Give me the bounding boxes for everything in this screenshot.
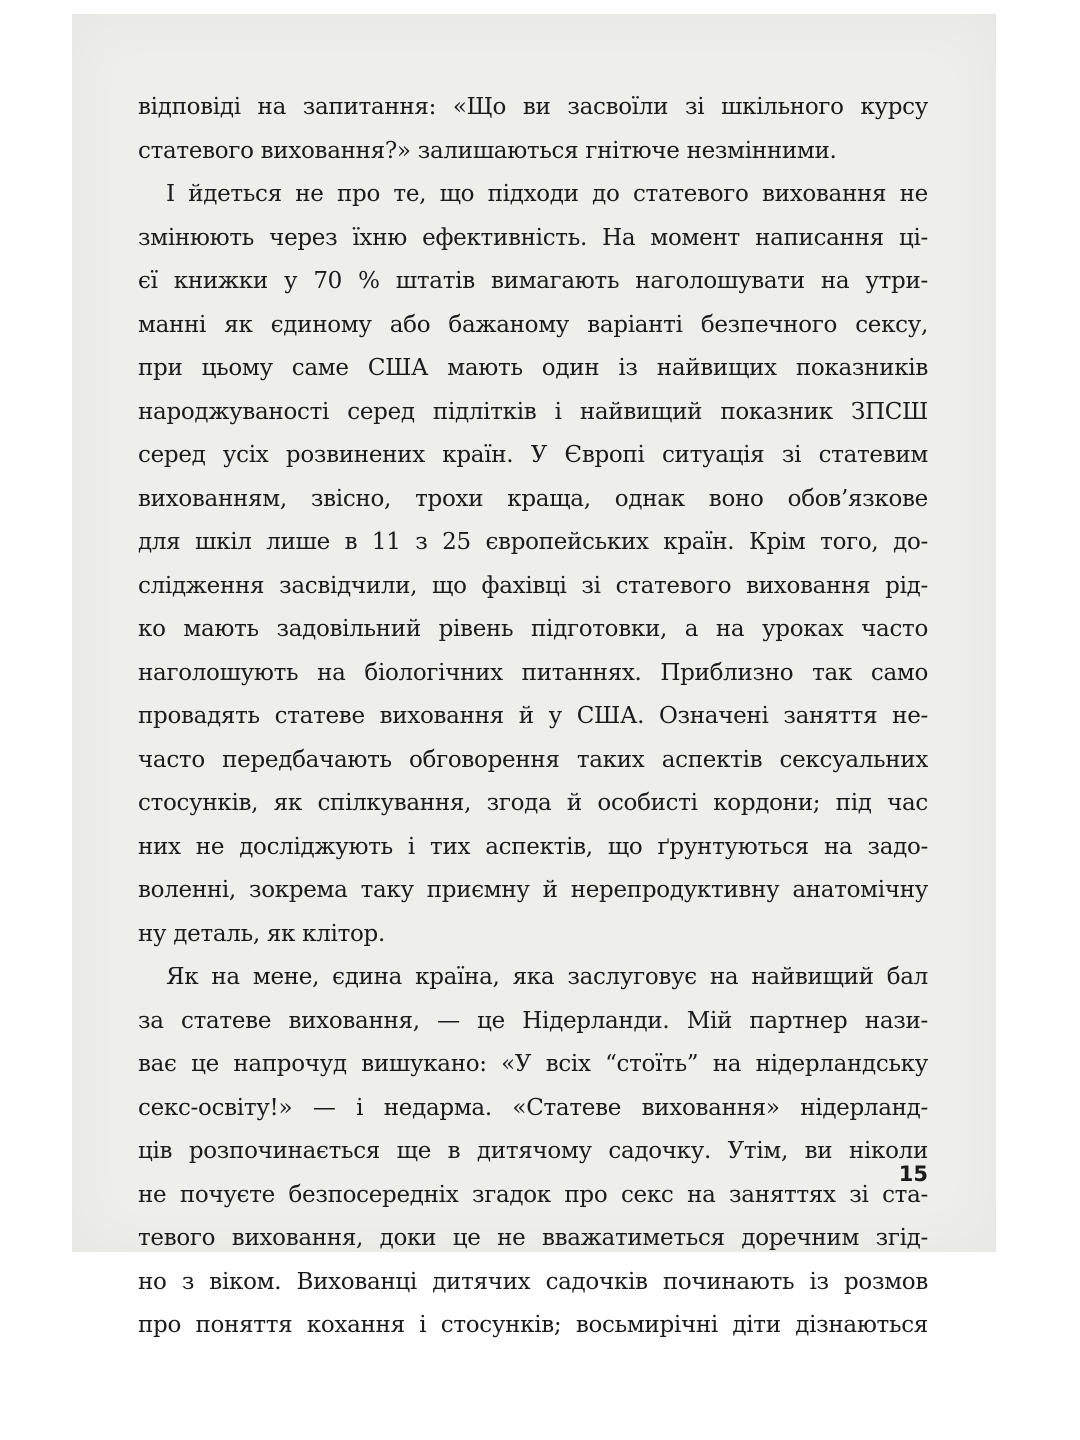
text-line: слідження засвідчили, що фахівці зі статевого виховання рід-: [138, 572, 928, 599]
text-line: для шкіл лише в 11 з 25 європейських країн. Крім того, до-: [138, 529, 928, 555]
text-line: не почуєте безпосередніх згадок про секс на заняттях зі ста-: [138, 1181, 928, 1208]
body-text: [138, 86, 928, 1348]
text-line: ко мають задовільний рівень підготовки, а на уроках часто: [138, 616, 928, 642]
text-line: ців розпочинається ще в дитячому садочку. Утім, ви ніколи: [138, 1138, 928, 1164]
text-line: при цьому саме США мають один із найвищих показників: [138, 355, 928, 381]
text-line: наголошують на біологічних питаннях. Приблизно так само: [138, 659, 928, 686]
text-line: змінюють через їхню ефективність. На момент написання ці-: [138, 224, 928, 251]
text-line: них не досліджують і тих аспектів, що ґрунтуються на задо-: [138, 833, 928, 860]
text-line: но з віком. Вихованці дитячих садочків починають із розмов: [138, 1268, 928, 1295]
text-line: відповіді на запитання: «Що ви засвоїли зі шкільного курсу: [138, 94, 928, 120]
page-number: 15: [898, 1162, 928, 1186]
text-line: І йдеться не про те, що підходи до статевого виховання не: [166, 181, 928, 207]
text-line: за статеве виховання, — це Нідерланди. Мій партнер нази-: [138, 1007, 928, 1034]
text-line: серед усіх розвинених країн. У Європі ситуація зі статевим: [138, 442, 928, 468]
text-line: про поняття кохання і стосунків; восьмирічні діти дізнаються: [138, 1312, 928, 1338]
text-line: часто передбачають обговорення таких аспектів сексуальних: [138, 746, 928, 773]
text-line: ває це напрочуд вишукано: «У всіх “стоїть” на нідерландську: [138, 1051, 928, 1077]
text-line: народжуваності серед підлітків і найвищий показник ЗПСШ: [138, 398, 928, 425]
text-line: тевого виховання, доки це не вважатиметься доречним згід-: [138, 1225, 928, 1251]
text-line: вихованням, звісно, трохи краща, однак воно обов’язкове: [138, 485, 928, 512]
text-line: воленні, зокрема таку приємну й нерепродуктивну анатомічну: [138, 877, 928, 903]
text-line: Як на мене, єдина країна, яка заслуговує на найвищий бал: [166, 964, 928, 990]
text-line: ну деталь, як клітор.: [138, 920, 385, 947]
text-line: манні як єдиному або бажаному варіанті безпечного сексу,: [138, 311, 928, 338]
text-line: стосунків, як спілкування, згода й особисті кордони; під час: [138, 790, 928, 816]
text-line: єї книжки у 70 % штатів вимагають наголошувати на утри-: [138, 268, 928, 294]
text-line: секс-освіту!» — і недарма. «Статеве виховання» нідерланд-: [138, 1094, 928, 1121]
text-line: провадять статеве виховання й у США. Означені заняття не-: [138, 703, 928, 729]
book-page: [72, 14, 996, 1338]
text-line: статевого виховання?» залишаються гнітюче незмінними.: [138, 137, 837, 164]
